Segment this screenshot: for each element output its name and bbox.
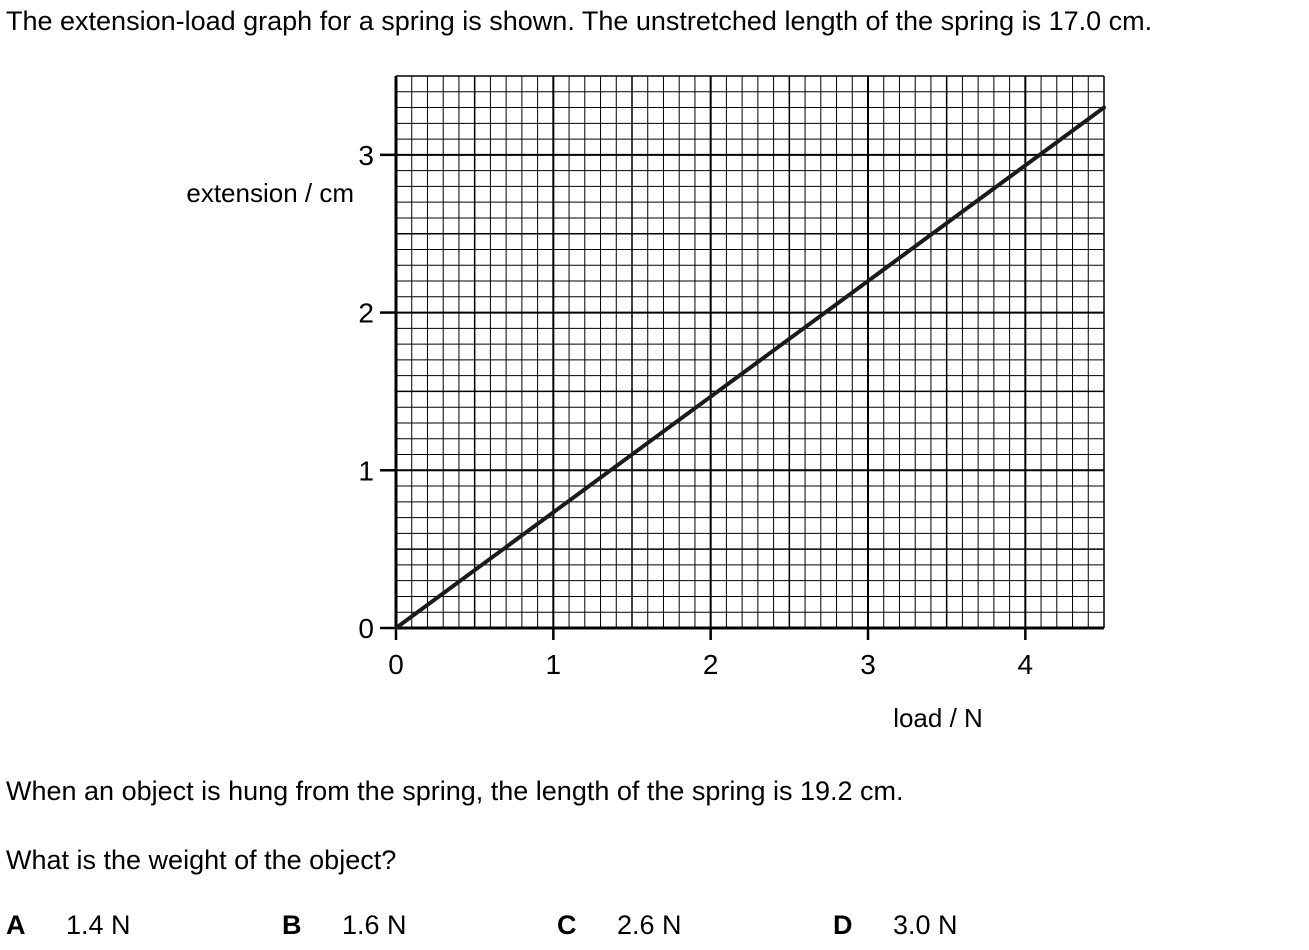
x-tick-label-0: 0 <box>388 649 404 680</box>
x-tick-label-2: 2 <box>702 649 719 680</box>
series <box>396 108 1104 628</box>
question-line-1: When an object is hung from the spring, the length of the spring is 19.2 cm. <box>6 776 904 806</box>
x-axis-label: load / N <box>893 703 983 733</box>
y-tick-label-2: 2 <box>358 297 374 329</box>
option-b-letter[interactable]: B <box>282 910 302 940</box>
x-tick-label-1: 1 <box>545 649 562 680</box>
question-intro: The extension-load graph for a spring is shown. The unstretched length of the spring is 17.0 cm. <box>6 6 1153 36</box>
y-tick-label-1: 1 <box>358 455 374 487</box>
x-tick-label-4: 4 <box>1017 649 1034 680</box>
option-c-letter[interactable]: C <box>557 910 577 940</box>
option-c-value[interactable]: 2.6 N <box>617 910 682 940</box>
question-line-2: What is the weight of the object? <box>6 845 397 875</box>
series-line-0 <box>396 108 1104 628</box>
grid-major <box>396 76 1104 628</box>
y-tick-label-0: 0 <box>358 613 374 644</box>
x-tick-label-3: 3 <box>860 649 876 680</box>
y-tick-label-3: 3 <box>358 139 374 171</box>
y-axis-label: extension / cm <box>186 178 354 208</box>
option-b-value[interactable]: 1.6 N <box>342 910 407 940</box>
axes <box>396 76 1104 628</box>
option-a-value[interactable]: 1.4 N <box>66 910 131 940</box>
grid-minor <box>396 76 1104 628</box>
option-d-letter[interactable]: D <box>833 910 853 940</box>
option-a-letter[interactable]: A <box>6 910 26 940</box>
option-d-value[interactable]: 3.0 N <box>893 910 958 940</box>
